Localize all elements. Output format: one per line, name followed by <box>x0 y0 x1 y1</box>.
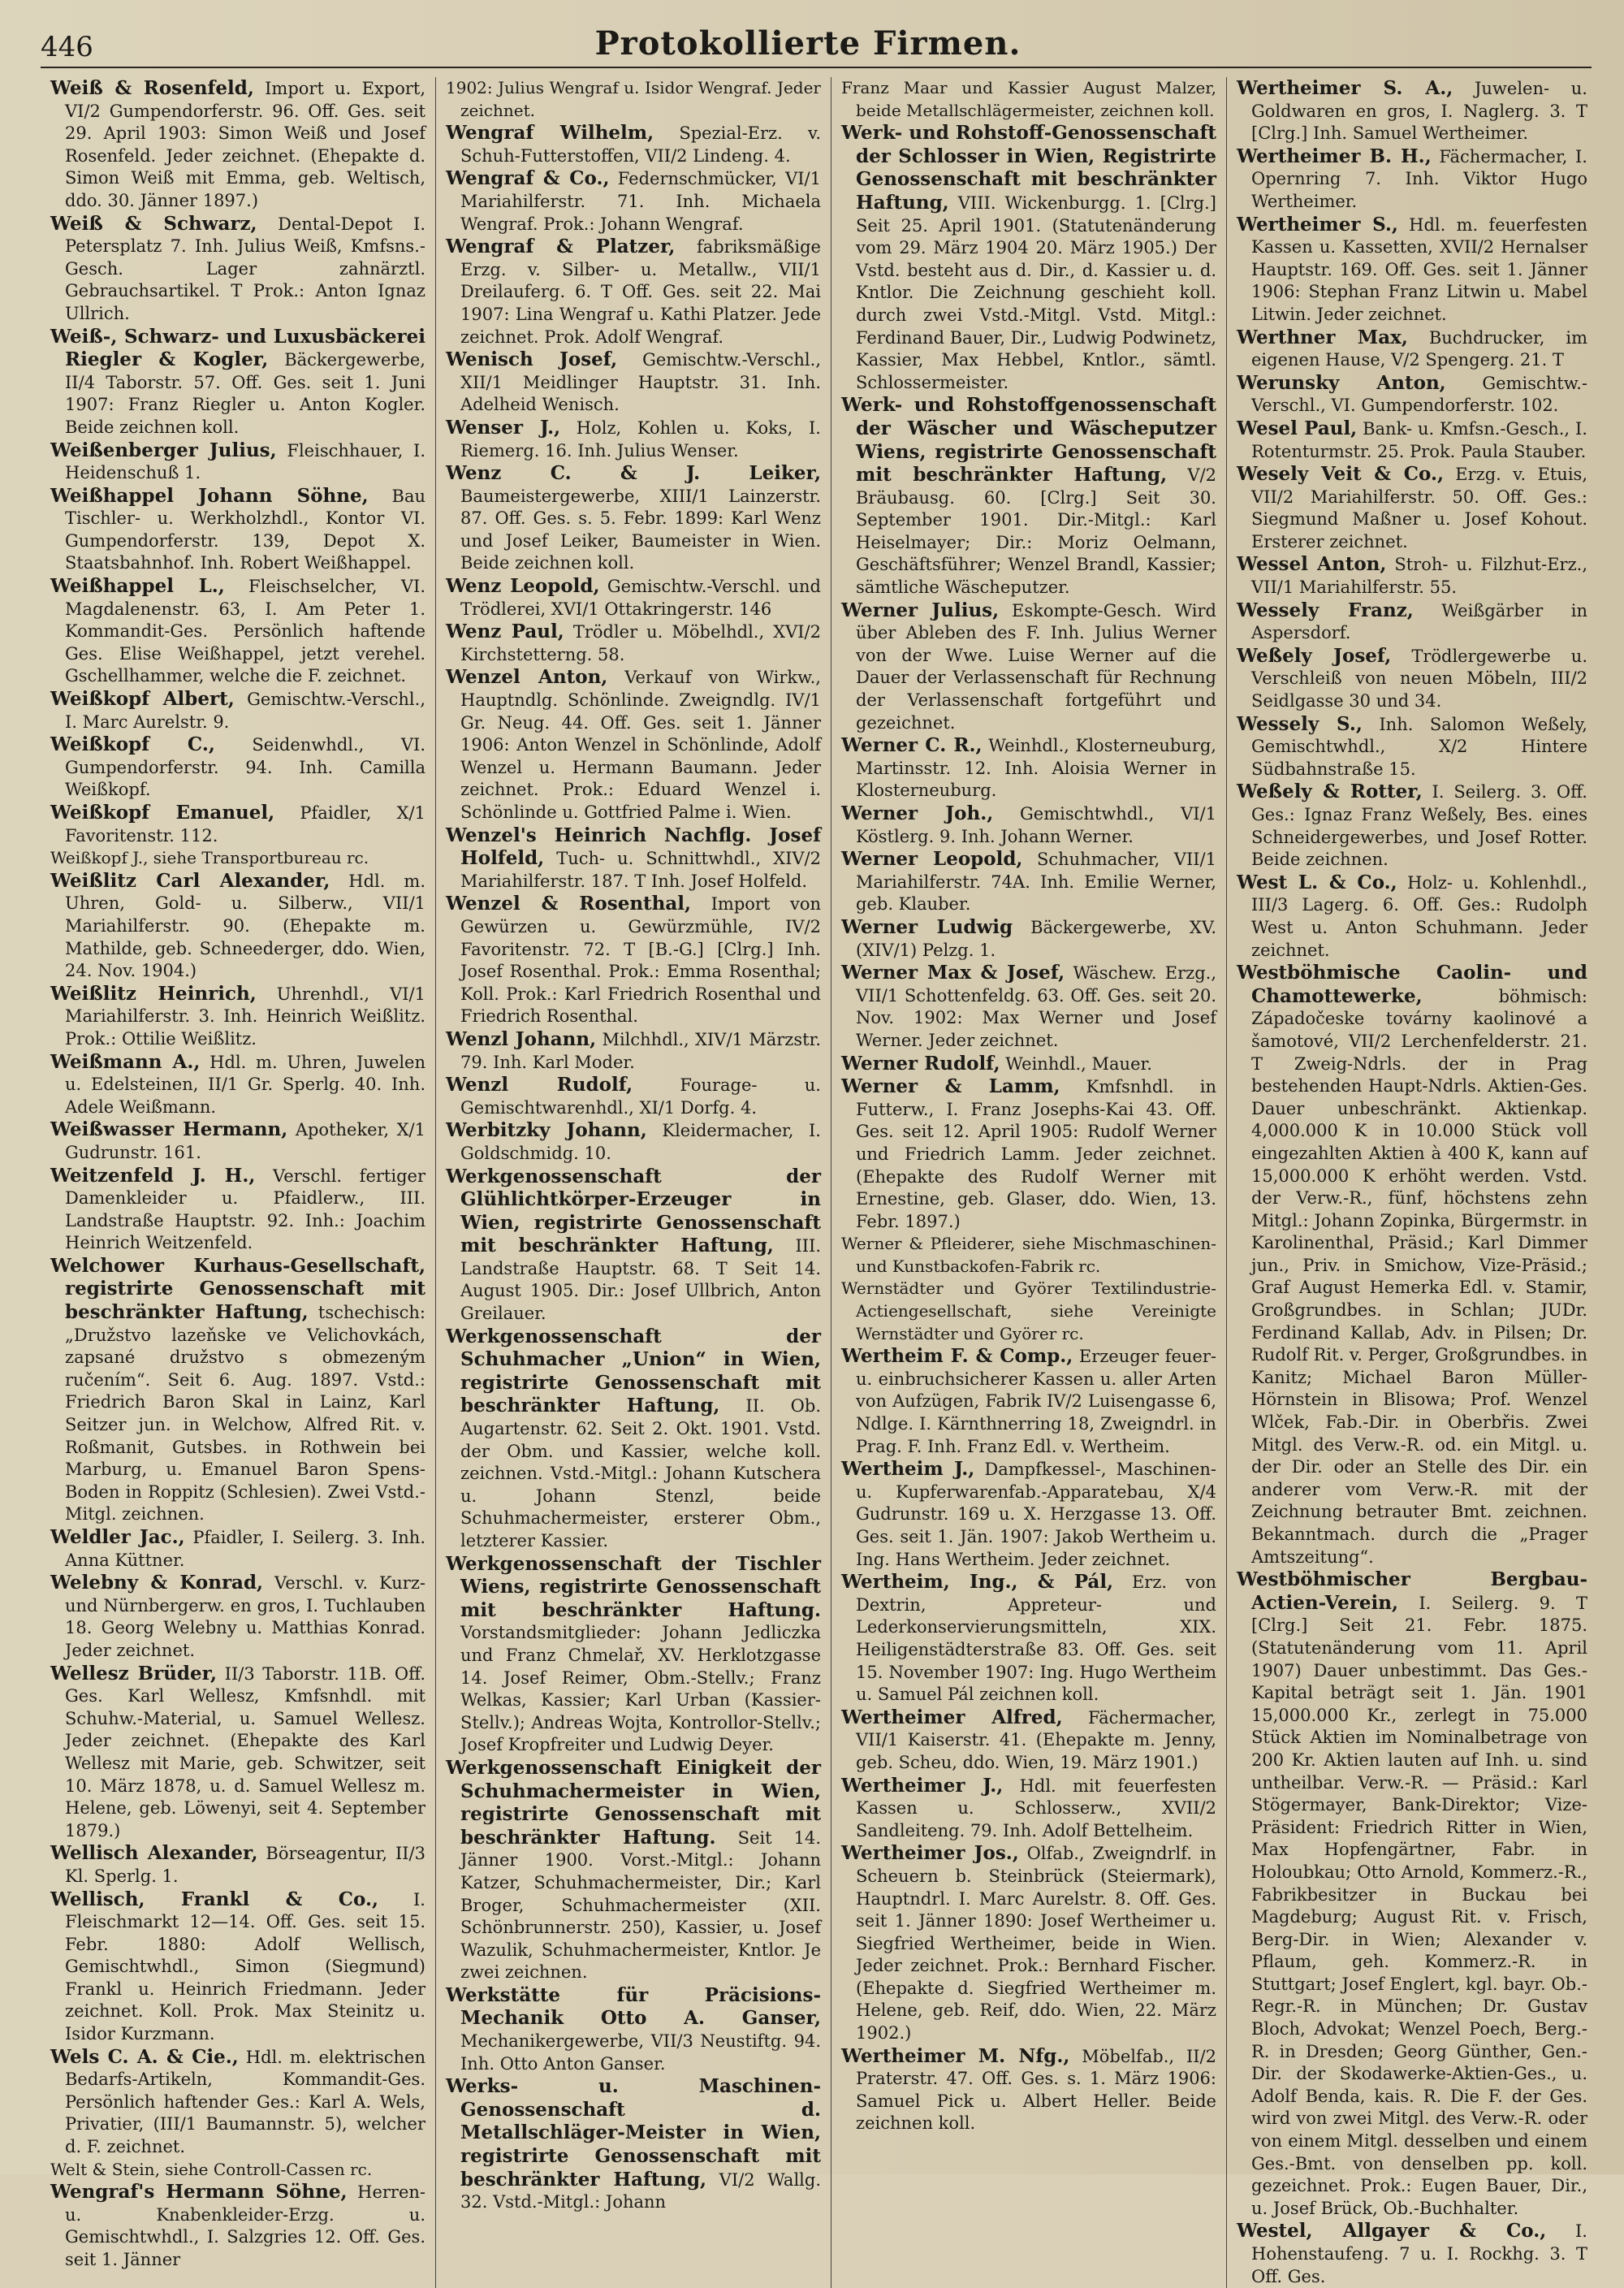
firm-details: Vorstandsmitglieder: Johann Jedliczka und Franz Chmelař, XV. Herklotzgasse 14. Josef Reimer, Obm.-Stellv.; Franz Welkas, Kassier; Karl Urban (Kassier-Stellv.); Andreas Wojta, Kontrollor-Stellv.; Josef Kropfreiter und Ludwig Deyer. <box>460 1623 821 1755</box>
firm-details: Olfab., Zweigndrlf. in Scheuern b. Steinbrück (Steiermark), Hauptndrl. I. Marc Aurelstr. 8. Off. Ges. seit 1. Jänner 1890: Josef Wertheimer u. Siegfried Wertheimer, beide in Wien. Jeder zeichnet. Prok.: Bernhard Fischer. (Ehepakte d. Siegfried Wertheimer m. Helene, geb. Reif, ddo. Wien, 22. März 1902.) <box>856 1844 1216 2044</box>
firm-entry <box>446 824 821 893</box>
column-4 <box>1227 77 1587 2288</box>
firm-entry <box>50 326 425 439</box>
firm-details: Spezial-Erz. v. Schuh-Futterstoffen, VII/2 Lindeng. 4. <box>460 123 821 166</box>
firm-details: Bäckergewerbe, XV. (XIV/1) Pelzg. 1. <box>856 917 1216 960</box>
firm-details: Baumeistergewerbe, XIII/1 Lainzerstr. 87. Off. Ges. s. 5. Febr. 1899: Karl Wenz und Josef Leiker, Baumeister in Wien. Beide zeichnen koll. <box>460 486 821 573</box>
firm-details: Fächermacher, I. Opernring 7. Inh. Viktor Hugo Wertheimer. <box>1251 146 1587 211</box>
firm-entry <box>841 962 1216 1052</box>
firm-entry <box>50 439 425 485</box>
firm-details: Wernstädter und Györer Textilindustrie-Actiengesellschaft, siehe Vereinigte Wernstädter und Györer rc. <box>841 1278 1216 1343</box>
firm-details: Holz, Kohlen u. Koks, I. Riemerg. 16. Inh. Julius Wenser. <box>460 417 821 461</box>
firm-name: Weißkopf Emanuel, <box>50 802 275 824</box>
firm-entry <box>50 1118 425 1164</box>
firm-details: Import von Gewürzen u. Gewürzmühle, IV/2 Favoritenstr. 72. T [B.-G.] [Clrg.] Inh. Josef Rosenthal. Prok.: Emma Rosenthal; Koll. Prok.: Karl Friedrich Rosenthal und Friedrich Rosenthal. <box>460 894 821 1027</box>
firm-details: Erzg. v. Etuis, VII/2 Mariahilferstr. 50. Off. Ges.: Siegmund Maßner u. Josef Kohout. Ersterer zeichnet. <box>1251 465 1587 551</box>
firm-details: Seit 14. Jänner 1900. Vorst.-Mitgl.: Johann Katzer, Schuhmachermeister, Dir.; Karl Broger, Schuhmachermeister (XII. Schönbrunnerstr. 250), Kassier, u. Josef Wazulik, Schuhmachermeister, Kntlor. Je zwei zeichnen. <box>460 1827 821 1983</box>
firm-details: tschechisch: „Družstvo lazeňske ve Velichovkách, zapsané družstvo s obmezeným ručením“. Seit 6. Aug. 1897. Vstd.: Friedrich Baron Skal in Lainz, Karl Seitzer jun. in Welchow, Alfred Rit. v. Roßmanit, Gutsbes. in Rothwein bei Marburg, u. Emanuel Baron Spens-Boden in Roppitz (Schlesien). Zwei Vstd.-Mitgl. zeichnen. <box>65 1303 425 1525</box>
firm-details: I. Fleischmarkt 12—14. Off. Ges. seit 15. Febr. 1880: Adolf Wellisch, Gemischtwhdl., Simon (Siegmund) Frankl u. Heinrich Friedmann. Jeder zeichnet. Koll. Prok. Max Steinitz u. Isidor Kurzmann. <box>65 1889 425 2044</box>
firm-name: Weßely Josef, <box>1237 644 1392 667</box>
firm-details: Juwelen- u. Goldwaren en gros, I. Naglerg. 3. T [Clrg.] Inh. Samuel Wertheimer. <box>1251 79 1587 144</box>
firm-entry <box>1237 713 1587 781</box>
firm-name: Werner Ludwig <box>841 915 1013 938</box>
firm-details: Eskompte-Gesch. Wird über Ableben des F. Inh. Julius Werner von der Wwe. Luise Werner auf die Dauer der Verlassenschaft für Rechnung der Verlassenschaft fortgeführt und gezeichnet. <box>856 600 1216 733</box>
firm-entry <box>50 983 425 1051</box>
firm-details: Gemischtwhdl., VI/1 Köstlerg. 9. Inh. Johann Werner. <box>856 804 1216 846</box>
firm-entry <box>446 893 821 1028</box>
firm-name: Wesely Veit & Co., <box>1237 463 1444 486</box>
firm-details: V/2 Bräubausg. 60. [Clrg.] Seit 30. September 1901. Dir.-Mitgl.: Karl Heiselmayer; Dir.: Moriz Oelmann, Geschäftsführer; Wenzel Brandl, Kassier; sämtliche Wäscheputzer. <box>856 465 1216 598</box>
firm-details: Möbelfab., II/2 Praterstr. 47. Off. Ges. s. 1. März 1906: Samuel Pick u. Albert Heller. Beide zeichnen koll. <box>856 2046 1216 2134</box>
firm-entry <box>50 2159 425 2182</box>
firm-name: Westböhmischer Bergbau-Actien-Verein, <box>1237 1568 1587 1614</box>
firm-entry <box>1237 645 1587 713</box>
firm-details: Buchdrucker, im eigenen Hause, V/2 Spengerg. 21. T <box>1251 327 1587 370</box>
firm-details: I. Seilerg. 3. Off. Ges.: Ignaz Franz Weßely, Bes. eines Schneidergewerbes, und Josef Rotter. Beide zeichnen. <box>1251 782 1587 870</box>
firm-entry <box>841 599 1216 735</box>
firm-name: Wessel Anton, <box>1237 553 1387 576</box>
firm-name: Welebny & Konrad, <box>50 1572 264 1594</box>
firm-details: VIII. Wickenburgg. 1. [Clrg.] Seit 25. April 1901. (Statutenänderung vom 29. März 1904 20. März 1905.) Der Vstd. besteht aus d. Dir., d. Kassier u. d. Kntlor. Die Zeichnung geschieht koll. durch zwei Vstd.-Mitgl. Vstd. Mitgl.: Ferdinand Bauer, Dir., Ludwig Podwinetz, Kassier, Max Hebbel, Kntlor., sämtl. Schlossermeister. <box>856 192 1216 392</box>
firm-details: Pfaidler, I. Seilerg. 3. Inh. Anna Küttner. <box>65 1528 425 1570</box>
firm-details: Trödlergewerbe u. Verschleiß von neuen Möbeln, III/2 Seidlgasse 30 und 34. <box>1251 646 1587 711</box>
firm-details: 1902: Julius Wengraf u. Isidor Wengraf. Jeder zeichnet. <box>446 78 821 120</box>
column-3 <box>831 77 1227 2288</box>
firm-name: Wenzel's Heinrich Nachflg. Josef Holfeld, <box>446 824 821 870</box>
firm-details: Holz- u. Kohlenhdl., III/3 Lagerg. 6. Off. Ges.: Rudolph West u. Anton Schuhmann. Jeder zeichnet. <box>1251 872 1587 960</box>
directory-columns <box>41 77 1587 2286</box>
firm-details: Uhrenhdl., VI/1 Mariahilferstr. 3. Inh. Heinrich Weißlitz. Prok.: Ottilie Weißlitz. <box>65 984 425 1049</box>
firm-name: Weiß & Rosenfeld, <box>50 77 254 99</box>
firm-name: Wertheim F. & Comp., <box>841 1345 1073 1368</box>
firm-entry <box>841 1571 1216 1706</box>
firm-details: Bank- u. Kmfsn.-Gesch., I. Rotenturmstr. 25. Prok. Paula Stauber. <box>1251 418 1587 461</box>
firm-entry <box>1237 417 1587 463</box>
firm-details: Franz Maar und Kassier August Malzer, beide Metallschlägermeister, zeichnen koll. <box>841 78 1216 120</box>
firm-details: Apotheker, X/1 Gudrunstr. 161. <box>65 1120 425 1162</box>
firm-details: Bäckergewerbe, II/4 Taborstr. 57. Off. Ges. seit 1. Juni 1907: Franz Riegler u. Anton Kogler. Beide zeichnen koll. <box>65 350 425 437</box>
firm-entry <box>446 1028 821 1074</box>
firm-name: Wertheimer M. Nfg., <box>841 2044 1070 2067</box>
firm-details: I. Hohenstaufeng. 7 u. I. Rockhg. 3. T Off. Ges. <box>1251 2221 1587 2286</box>
firm-name: Wels C. A. & Cie., <box>50 2045 239 2068</box>
firm-details: Mechanikergewerbe, VII/3 Neustiftg. 94. Inh. Otto Anton Ganser. <box>460 2031 821 2074</box>
firm-name: Wertheim, Ing., & Pál, <box>841 1571 1114 1594</box>
firm-details: Börseagentur, II/3 Kl. Sperlg. 1. <box>65 1844 425 1886</box>
firm-entry <box>841 1345 1216 1458</box>
firm-details: II/3 Taborstr. 11B. Off. Ges. Karl Wellesz, Kmfsnhdl. mit Schuhw.-Material, u. Samuel Wellesz. Jeder zeichnet. (Ehepakte des Karl Wellesz mit Marie, geb. Schwitzer, seit 10. März 1878, u. d. Samuel Wellesz m. Helene, geb. Löwenyi, seit 4. September 1879.) <box>65 1663 425 1840</box>
firm-entry <box>841 848 1216 916</box>
firm-name: Wesel Paul, <box>1237 417 1358 439</box>
firm-name: Werner & Lamm, <box>841 1075 1060 1098</box>
firm-entry <box>50 1572 425 1662</box>
firm-details: II. Ob. Augartenstr. 62. Seit 2. Okt. 1901. Vstd. der Obm. und Kassier, welche koll. zeichnen. Vstd.-Mitgl.: Johann Kutschera u. Johann Stenzl, beide Schuhmachermeister, ersterer Obm., letzterer Kassier. <box>460 1396 821 1551</box>
column-2 <box>436 77 831 2288</box>
firm-name: Wenzl Johann, <box>446 1027 597 1050</box>
firm-details: Kmfsnhdl. in Futterw., I. Franz Josephs-Kai 43. Off. Ges. seit 12. April 1905: Rudolf Werner und Friedrich Lamm. Jeder zeichnet. (Ehepakte des Rudolf Werner mit Ernestine, geb. Glaser, ddo. Wien, 13. Febr. 1897.) <box>856 1077 1217 1231</box>
firm-entry <box>1237 872 1587 962</box>
firm-name: Werk- und Rohstoff-Genossenschaft der Schlosser in Wien, Registrirte Genossenschaft mit beschränkter Haftung, <box>841 122 1216 214</box>
firm-details: Gemischtw.-Verschl., I. Marc Aurelstr. 9. <box>65 690 425 732</box>
firm-name: Werner Rudolf, <box>841 1052 1000 1075</box>
firm-name: Weiß & Schwarz, <box>50 212 257 235</box>
firm-entry <box>841 734 1216 802</box>
firm-details: Weißgärber in Aspersdorf. <box>1251 600 1587 643</box>
firm-details: Stroh- u. Filzhut-Erz., VII/1 Mariahilferstr. 55. <box>1251 555 1587 598</box>
firm-details: I. Seilerg. 9. T [Clrg.] Seit 21. Febr. 1875. (Statutenänderung vom 11. April 1907) Dauer unbestimmt. Das Ges.-Kapital beträgt seit 1. Jän. 1901 15,000.000 Kr., zerlegt in 75.000 Stück Aktien im Nominalbetrage von 200 Kr. Aktien lauten auf Inh. u. sind untheilbar. Verw.-R. — Präsid.: Karl Stögermayer, Bank-Direktor; Vize-Präsident: Friedrich Ritter in Wien, Max Hopfengärtner, Fabr. in Holoubkau; Otto Arnold, Kommerz.-R., Fabrikbesitzer in Buckau bei Magdeburg; August Rit. v. Frisch, Berg-Dir. in Wien; Alexander v. Pflaum, geh. Kommerz.-R. in Stuttgart; Josef Englert, kgl. bayr. Ob.-Regr.-R. in München; Dr. Gustav Bloch, Advokat; Wenzel Poech, Berg.-R. in Dresden; Georg Günther, Gen.-Dir. der Skodawerke-Aktien-Ges., u. Adolf Benda, kais. R. Die F. der Ges. wird von zwei Mitgl. des Verw.-R. oder von einem Mitgl. desselben und einem Ges.-Bmt. von denselben pp. koll. gezeichnet. Prok.: Eugen Bauer, Dir., u. Josef Brück, Ob.-Buchhalter. <box>1251 1593 1587 2218</box>
firm-entry <box>446 1553 821 1757</box>
page-header <box>41 24 1575 65</box>
firm-name: Wellesz Brüder, <box>50 1662 218 1685</box>
firm-entry <box>50 870 425 983</box>
firm-name: Werks- u. Maschinen-Genossenschaft d. Metallschläger-Meister in Wien, registrirte Genossenschaft mit beschränkter Haftung, <box>446 2075 821 2191</box>
firm-name: Weitzenfeld J. H., <box>50 1164 256 1187</box>
firm-entry <box>1237 599 1587 645</box>
firm-entry <box>841 802 1216 848</box>
firm-entry <box>50 485 425 575</box>
firm-entry <box>841 1458 1216 1571</box>
firm-details: Hdl. m. feuerfesten Kassen u. Kassetten, XVII/2 Hernalser Hauptstr. 169. Off. Ges. seit 1. Jänner 1906: Stephan Franz Litwin u. Mabel Litwin. Jeder zeichnet. <box>1251 214 1587 324</box>
firm-entry <box>841 1706 1216 1775</box>
firm-entry <box>446 236 821 348</box>
firm-name: Weißwasser Hermann, <box>50 1118 288 1141</box>
firm-name: Weißmann A., <box>50 1050 201 1073</box>
firm-details: Bau Tischler- u. Werkholzhdl., Kontor VI. Gumpendorferstr. 139, Depot X. Staatsbahnhof. Inh. Robert Weißhappel. <box>65 486 425 573</box>
firm-name: Werkgenossenschaft der Glühlichtkörper-Erzeuger in Wien, registrirte Genossenschaft mit beschränkter Haftung, <box>446 1165 821 1257</box>
firm-entry <box>446 621 821 666</box>
firm-details: Gemischtw.-Verschl., XII/1 Meidlinger Hauptstr. 31. Inh. Adelheid Wenisch. <box>460 350 821 415</box>
firm-entry <box>446 348 821 417</box>
firm-name: Wenzel & Rosenthal, <box>446 893 692 915</box>
firm-name: Werkstätte für Präcisions-Mechanik Otto A. Ganser, <box>446 1983 821 2030</box>
firm-name: Wenz Leopold, <box>446 575 600 598</box>
firm-entry <box>50 2181 425 2271</box>
firm-details: Gemischtw.-Verschl., VI. Gumpendorferstr. 102. <box>1251 373 1587 416</box>
firm-name: Werkgenossenschaft der Schuhmacher „Union“ in Wien, registrirte Genossenschaft mit beschränkter Haftung, <box>446 1325 821 1417</box>
firm-details: Fourage- u. Gemischtwarenhdl., XI/1 Dorfg. 4. <box>460 1075 821 1118</box>
firm-name: Weißkopf C., <box>50 733 215 756</box>
firm-name: Wengraf & Platzer, <box>446 236 676 258</box>
firm-entry <box>50 1888 425 2046</box>
firm-name: Werunsky Anton, <box>1237 371 1446 394</box>
firm-details: Tuch- u. Schnittwhdl., XIV/2 Mariahilferstr. 187. T Inh. Josef Holfeld. <box>460 849 821 891</box>
firm-name: Wessely S., <box>1237 712 1363 735</box>
firm-entry <box>1237 214 1587 327</box>
firm-details: Import u. Export, VI/2 Gumpendorferstr. 96. Off. Ges. seit 29. April 1903: Simon Weiß und Josef Rosenfeld. Jeder zeichnet. (Ehepakte d. Simon Weiß mit Emma, geb. Weltisch, ddo. 30. Jänner 1897.) <box>65 79 425 210</box>
firm-entry <box>50 847 425 870</box>
firm-entry <box>841 1775 1216 1843</box>
firm-details: Pfaidler, X/1 Favoritenstr. 112. <box>65 803 425 846</box>
firm-entry <box>446 167 821 236</box>
firm-entry <box>446 417 821 462</box>
firm-name: Wellisch Alexander, <box>50 1842 258 1865</box>
firm-details: böhmisch: Západočeske továrny kaolinové a šamotové, VII/2 Lerchenfelderstr. 21. T Zweig-Ndrls. der in Prag bestehenden Haupt-Ndrls. Aktien-Ges. Dauer unbeschränkt. Aktienkap. 4,000.000 K in 10.000 Stück voll eingezahlten Aktien à 400 K, kann auf 15,000.000 K erhöht werden. Vstd. der Verw.-R., fünf, höchstens zehn Mitgl.: Johann Zopinka, Bürgermstr. in Karolinenthal, Präsid.; Karl Dimmer jun., Priv. in Smichow, Vize-Präsid.; Graf August Hemerka Edl. v. Stamir, Großgrundbes. in Schlan; JUDr. Ferdinand Kallab, Adv. in Pilsen; Dr. Rudolf Rit. v. Perger, Großgrundbes. in Kanitz; Michael Baron Müller-Hörnstein in Blisowa; Prof. Wenzel Wlček, Fab.-Dir. in Oberbřis. Zwei Mitgl. des Verw.-R. od. ein Mitgl. u. der Dir. oder an Stelle des Dir. ein anderer vom Verw.-R. mit der Zeichnung betrauter Bmt. zeichnen. Bekanntmach. durch die „Prager Amtszeitung“. <box>1251 986 1587 1567</box>
firm-entry <box>446 462 821 575</box>
firm-entry <box>446 122 821 167</box>
firm-details: Trödler u. Möbelhdl., XVI/2 Kirchstetterng. 58. <box>460 622 821 664</box>
firm-name: Werner Joh., <box>841 802 994 824</box>
firm-details: Federnschmücker, VI/1 Mariahilferstr. 71. Inh. Michaela Wengraf. Prok.: Johann Wengraf. <box>460 169 821 234</box>
firm-entry <box>50 1051 425 1119</box>
firm-entry <box>841 394 1216 599</box>
firm-entry <box>446 2075 821 2214</box>
firm-entry <box>446 666 821 824</box>
firm-name: Weißhappel L., <box>50 575 225 598</box>
firm-entry <box>446 1984 821 2075</box>
firm-details: Erzeuger feuer- u. einbruchsicherer Kassen u. aller Arten von Aufzügen, Fabrik IV/2 Luisengasse 6, Ndlge. I. Kärnthnerring 18, Zweigndrl. in Prag. F. Inh. Franz Edl. v. Wertheim. <box>856 1347 1216 1456</box>
firm-name: Weiß-, Schwarz- und Luxusbäckerei Riegler & Kogler, <box>50 325 425 371</box>
firm-details: Schuhmacher, VII/1 Mariahilferstr. 74A. Inh. Emilie Werner, geb. Klauber. <box>856 850 1216 915</box>
firm-name: Weißlitz Carl Alexander, <box>50 869 330 892</box>
running-title: Protokollierte Firmen. <box>594 24 1021 63</box>
firm-entry <box>446 1119 821 1165</box>
firm-name: Wengraf's Hermann Söhne, <box>50 2181 348 2204</box>
firm-details: Verschl. v. Kurz- und Nürnbergerw. en gros, I. Tuchlauben 18. Georg Welebny u. Matthias Konrad. Jeder zeichnet. <box>65 1573 425 1660</box>
firm-name: Wertheim J., <box>841 1458 975 1481</box>
firm-details: III. Landstraße Hauptstr. 68. T Seit 14. August 1905. Dir.: Josef Ullbrich, Anton Greilauer. <box>460 1236 821 1324</box>
firm-name: Wenz Paul, <box>446 621 564 643</box>
firm-entry <box>446 575 821 621</box>
firm-name: Welchower Kurhaus-Gesellschaft, registrirte Genossenschaft mit beschränkter Haftung, <box>50 1254 425 1324</box>
firm-details: Weinhdl., Klosterneuburg, Martinsstr. 12. Inh. Aloisia Werner in Klosterneuburg. <box>856 736 1216 801</box>
firm-details: Weißkopf J., siehe Transportbureau rc. <box>50 848 369 868</box>
firm-details: VI/2 Wallg. 32. Vstd.-Mitgl.: Johann <box>460 2169 821 2212</box>
firm-entry <box>841 1233 1216 1278</box>
header-rule <box>41 67 1592 68</box>
firm-details: Fleischselcher, VI. Magdalenenstr. 63, I. Am Peter 1. Kommandit-Ges. Persönlich haftende Ges. Elise Weißhappel, jetzt verehel. Gschellhammer, welche die F. zeichnet. <box>65 577 425 686</box>
firm-entry <box>50 213 425 326</box>
firm-name: Weißenberger Julius, <box>50 439 277 461</box>
firm-details: Inh. Salomon Weßely, Gemischtwhdl., X/2 Hintere Südbahnstraße 15. <box>1251 714 1587 779</box>
firm-name: Wenz C. & J. Leiker, <box>446 462 821 485</box>
firm-name: Weißlitz Heinrich, <box>50 982 257 1005</box>
firm-name: Wessely Franz, <box>1237 599 1414 621</box>
firm-details: Hdl. m. Uhren, Gold- u. Silberw., VII/1 Mariahilferstr. 90. (Ehepakte m. Mathilde, geb. Schneederger, ddo. Wien, 24. Nov. 1904.) <box>65 871 425 981</box>
firm-name: Weldler Jac., <box>50 1526 185 1548</box>
firm-entry <box>1237 327 1587 372</box>
firm-entry <box>841 2045 1216 2135</box>
firm-name: Weißkopf Albert, <box>50 688 235 711</box>
firm-entry <box>1237 1568 1587 2220</box>
firm-details: Seidenwhdl., VI. Gumpendorferstr. 94. Inh. Camilla Weißkopf. <box>65 735 425 800</box>
firm-name: Werkgenossenschaft der Tischler Wiens, registrirte Genossenschaft mit beschränkter Haftung. <box>446 1552 821 1621</box>
firm-entry <box>1237 553 1587 599</box>
firm-entry <box>446 1074 821 1119</box>
firm-details: Verschl. fertiger Damenkleider u. Pfaidlerw., III. Landstraße Hauptstr. 92. Inh.: Joachim Heinrich Weitzenfeld. <box>65 1166 425 1253</box>
firm-details: Kleidermacher, I. Goldschmidg. 10. <box>460 1121 821 1163</box>
firm-details: Wäschew. Erzg., VII/1 Schottenfeldg. 63. Off. Ges. seit 20. Nov. 1902: Max Werner und Josef Werner. Jeder zeichnet. <box>856 963 1216 1050</box>
firm-name: Wertheimer Jos., <box>841 1842 1019 1865</box>
firm-entry <box>841 1278 1216 1345</box>
firm-entry <box>841 122 1216 394</box>
firm-name: Wertheimer Alfred, <box>841 1706 1063 1728</box>
page-number: 446 <box>41 31 93 63</box>
firm-name: Wertheimer B. H., <box>1237 145 1432 167</box>
firm-entry <box>50 575 425 688</box>
firm-entry <box>841 77 1216 122</box>
firm-name: Werkgenossenschaft Einigkeit der Schuhmachermeister in Wien, registrirte Genossenschaft mit beschränkter Haftung. <box>446 1756 821 1849</box>
firm-name: Wengraf Wilhelm, <box>446 122 654 145</box>
firm-entry <box>1237 962 1587 1568</box>
firm-name: Werk- und Rohstoffgenossenschaft der Wäscher und Wäscheputzer Wiens, registrirte Genossenschaft mit beschränkter Haftung, <box>841 394 1216 487</box>
firm-name: Weißhappel Johann Söhne, <box>50 484 369 507</box>
firm-entry <box>50 733 425 802</box>
firm-details: Hdl. mit feuerfesten Kassen u. Schlosserw., XVII/2 Sandleiteng. 79. Inh. Adolf Bettelheim. <box>856 1775 1216 1840</box>
firm-entry <box>50 1663 425 1843</box>
firm-entry <box>841 1053 1216 1076</box>
firm-entry <box>50 1165 425 1255</box>
firm-details: Hdl. m. elektrischen Bedarfs-Artikeln, Kommandit-Ges. Persönlich haftender Ges.: Karl A. Wels, Privatier, (III/1 Baumannstr. 5), welcher d. F. zeichnet. <box>65 2047 425 2157</box>
firm-entry <box>446 1166 821 1326</box>
firm-details: Verkauf von Wirkw., Hauptndlg. Schönlinde. Zweigndlg. IV/1 Gr. Neug. 44. Off. Ges. seit 1. Jänner 1906: Anton Wenzel in Schönlinde, Adolf Wenzel u. Hermann Baumann. Jeder zeichnet. Prok.: Eduard Wenzel i. Schönlinde u. Gottfried Palme i. Wien. <box>460 668 821 822</box>
firm-name: Wenisch Josef, <box>446 348 618 371</box>
firm-entry <box>50 1255 425 1526</box>
column-1 <box>41 77 436 2288</box>
firm-name: Weßely & Rotter, <box>1237 781 1423 803</box>
firm-name: Wenser J., <box>446 416 561 439</box>
firm-details: Fleischhauer, I. Heidenschuß 1. <box>65 440 425 483</box>
firm-name: Wertheimer S. A., <box>1237 77 1453 99</box>
firm-name: Werner Leopold, <box>841 848 1023 871</box>
firm-entry <box>841 1075 1216 1233</box>
firm-details: Weinhdl., Mauer. <box>1005 1053 1152 1074</box>
firm-entry <box>50 1842 425 1888</box>
firm-name: Wellisch, Frankl & Co., <box>50 1888 378 1910</box>
firm-details: Erz. von Dextrin, Appreteur- und Lederkonservierungsmitteln, XIX. Heiligenstädterstraße 83. Off. Ges. seit 15. November 1907: Ing. Hugo Wertheim u. Samuel Pál zeichnen koll. <box>856 1572 1216 1705</box>
firm-entry <box>50 1526 425 1572</box>
firm-details: Dental-Depot I. Petersplatz 7. Inh. Julius Weiß, Kmfsns.-Gesch. Lager zahnärztl. Gebrauchsartikel. T Prok.: Anton Ignaz Ullrich. <box>65 214 425 323</box>
firm-name: Wengraf & Co., <box>446 167 610 190</box>
firm-entry <box>50 802 425 847</box>
firm-name: Wertheimer S., <box>1237 213 1398 236</box>
firm-name: Werner C. R., <box>841 734 983 757</box>
firm-name: Wenzel Anton, <box>446 666 608 689</box>
firm-entry <box>1237 463 1587 553</box>
firm-details: Hdl. m. Uhren, Juwelen u. Edelsteinen, II/1 Gr. Sperlg. 40. Inh. Adele Weißmann. <box>65 1052 425 1117</box>
firm-details: Herren- u. Knabenkleider-Erzg. u. Gemischtwhdl., I. Salzgries 12. Off. Ges. seit 1. Jänner <box>65 2182 425 2269</box>
firm-name: West L. & Co., <box>1237 871 1397 893</box>
firm-entry <box>1237 2220 1587 2288</box>
firm-entry <box>1237 781 1587 871</box>
firm-entry <box>50 77 425 213</box>
firm-name: Westböhmische Caolin- und Chamottewerke, <box>1237 962 1587 1007</box>
firm-entry <box>1237 372 1587 417</box>
firm-entry <box>446 1326 821 1553</box>
firm-details: Gemischtw.-Verschl. und Trödlerei, XVI/1 Ottakringerstr. 146 <box>460 577 821 619</box>
firm-details: Milchhdl., XIV/1 Märzstr. 79. Inh. Karl Moder. <box>460 1029 821 1072</box>
firm-entry <box>1237 145 1587 214</box>
firm-details: Welt & Stein, siehe Controll-Cassen rc. <box>50 2159 373 2179</box>
firm-entry <box>1237 77 1587 145</box>
firm-entry <box>446 77 821 122</box>
firm-name: Werthner Max, <box>1237 326 1408 348</box>
firm-details: Fächermacher, VII/1 Kaiserstr. 41. (Ehepakte m. Jenny, geb. Scheu, ddo. Wien, 19. März 1901.) <box>856 1707 1216 1772</box>
firm-entry <box>50 688 425 733</box>
firm-entry <box>50 2046 425 2159</box>
firm-details: fabriksmäßige Erzg. v. Silber- u. Metallw., VII/1 Dreilauferg. 6. T Off. Ges. seit 22. Mai 1907: Lina Wengraf u. Kathi Platzer. Jede zeichnet. Prok. Adolf Wengraf. <box>460 237 821 347</box>
firm-name: Wertheimer J., <box>841 1774 1004 1797</box>
firm-details: Dampfkessel-, Maschinen- u. Kupferwarenfab.-Apparatebau, X/4 Gudrunstr. 169 u. X. Herzgasse 13. Off. Ges. seit 1. Jän. 1907: Jakob Wertheim u. Ing. Hans Wertheim. Jeder zeichnet. <box>856 1460 1216 1569</box>
firm-name: Werbitzky Johann, <box>446 1119 647 1142</box>
firm-name: Wenzl Rudolf, <box>446 1074 633 1096</box>
firm-name: Westel, Allgayer & Co., <box>1237 2220 1547 2243</box>
firm-entry <box>841 916 1216 962</box>
firm-name: Werner Max & Josef, <box>841 962 1065 984</box>
firm-entry <box>446 1757 821 1984</box>
firm-details: Werner & Pfleiderer, siehe Mischmaschinen- und Kunstbackofen-Fabrik rc. <box>841 1234 1216 1276</box>
firm-entry <box>841 1842 1216 2044</box>
firm-name: Werner Julius, <box>841 599 1000 621</box>
